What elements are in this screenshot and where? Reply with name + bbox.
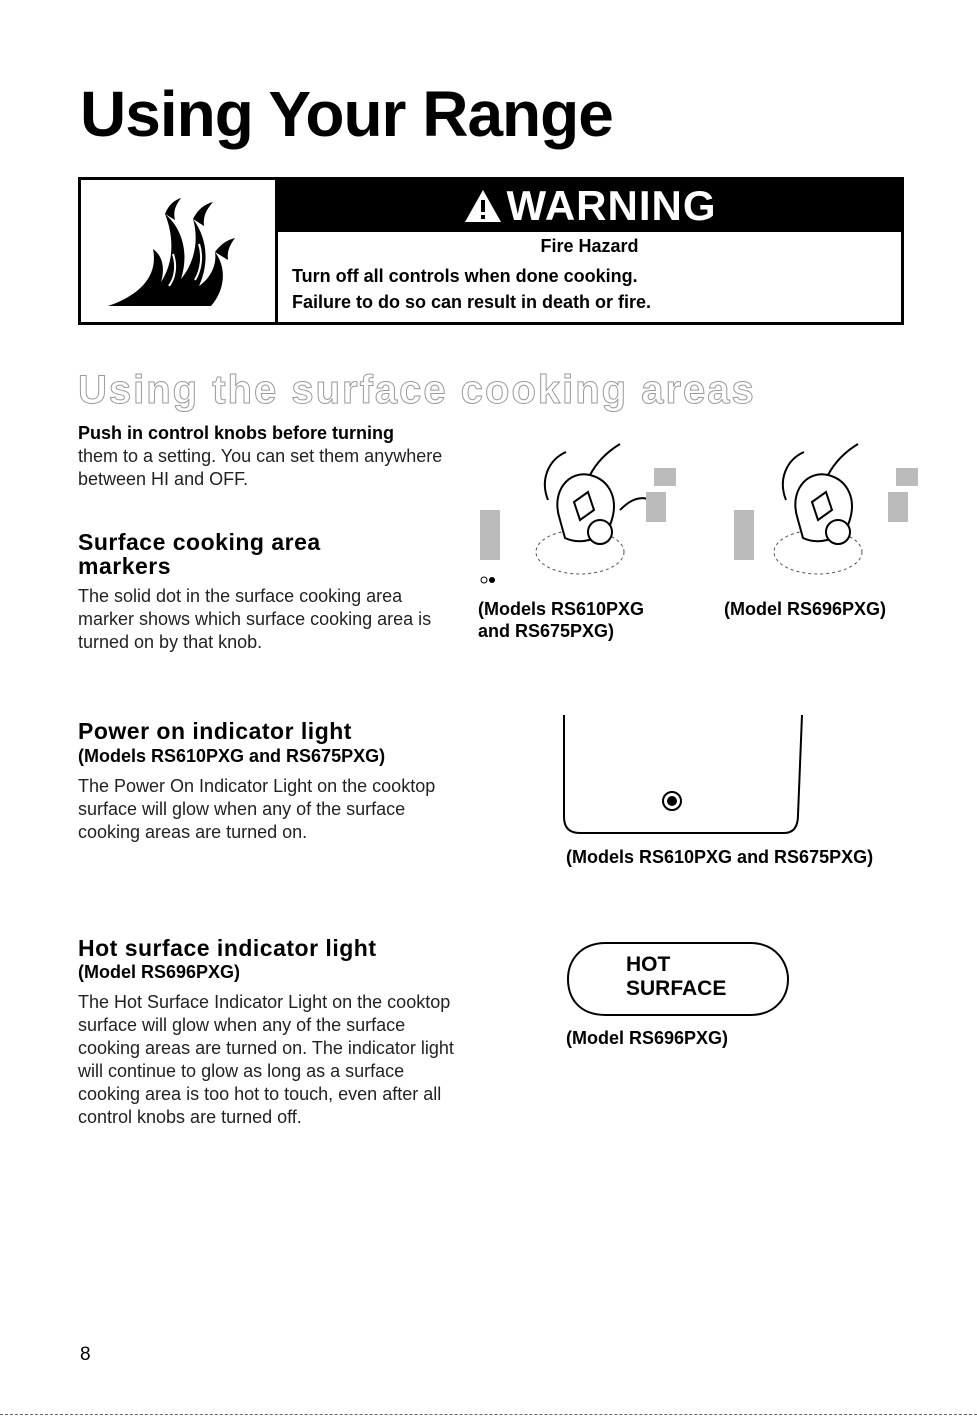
warning-label: WARNING [506, 182, 717, 229]
page-title: Using Your Range [80, 78, 613, 150]
hot-caption: (Model RS696PXG) [566, 1028, 729, 1048]
hazard-line-2: Failure to do so can result in death or fire. [292, 292, 652, 312]
hazard-line-1: Turn off all controls when done cooking. [292, 266, 638, 286]
warning-icon-cell [81, 180, 278, 322]
fire-icon [103, 194, 253, 312]
bottom-rule [0, 1414, 977, 1415]
hazard-title: Fire Hazard [540, 236, 639, 256]
knob-hand-illustration-left [470, 440, 730, 590]
hot-label-line1: HOT [626, 953, 671, 976]
surface-lead-bold: Push in control knobs before turning [78, 423, 395, 443]
hot-label-line2: SURFACE [626, 977, 727, 1000]
warning-banner [278, 180, 901, 232]
page-number: 8 [80, 1344, 91, 1365]
surface-lead-text: them to a setting. You can set them anywhere between HI and OFF. [78, 446, 443, 489]
hot-subheading: (Model RS696PXG) [78, 962, 241, 982]
hot-heading: Hot surface indicator light [78, 935, 377, 961]
power-caption: (Models RS610PXG and RS675PXG) [566, 847, 874, 867]
knob-hand-illustration-right [734, 444, 918, 574]
section-heading: Using the surface cooking areas [78, 368, 756, 412]
power-text: The Power On Indicator Light on the cooktop surface will glow when any of the surface cooking areas are turned on. [78, 776, 436, 842]
warning-body [278, 180, 901, 322]
power-heading: Power on indicator light [78, 718, 352, 744]
power-subheading: (Models RS610PXG and RS675PXG) [78, 746, 386, 766]
hot-surface-badge [566, 941, 790, 1017]
power-indicator-diagram [560, 715, 810, 840]
caption-knob-right: (Model RS696PXG) [724, 599, 887, 619]
markers-text: The solid dot in the surface cooking area marker shows which surface cooking area is turned on by that knob. [78, 586, 432, 652]
alert-triangle-icon [463, 188, 503, 224]
surface-lead [78, 422, 458, 491]
markers-heading: Surface cooking area markers [78, 529, 321, 579]
hot-text: The Hot Surface Indicator Light on the cooktop surface will glow when any of the surface cooking areas are turned on. The indicator light will continue to glow as long as a surface cooking area is too hot to touch, even after all control knobs are turned off. [78, 992, 454, 1127]
warning-box [78, 177, 904, 325]
caption-knob-left: (Models RS610PXG and RS675PXG) [478, 599, 645, 641]
hot-surface-label [626, 953, 726, 1001]
